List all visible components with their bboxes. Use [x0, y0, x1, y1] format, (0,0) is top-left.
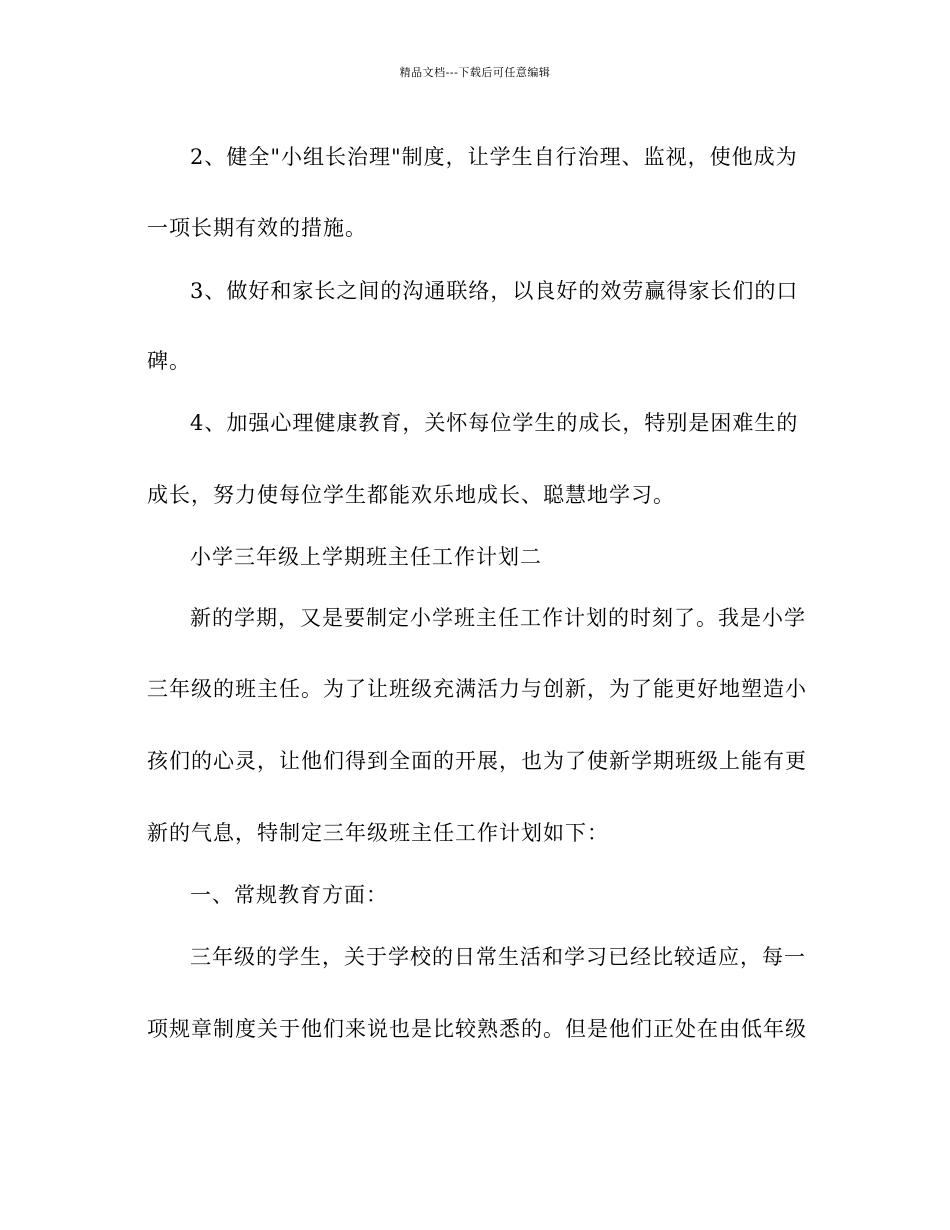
- paragraph-line: 4、加强心理健康教育，关怀每位学生的成长，特别是困难生的: [190, 411, 799, 435]
- paragraph-line: 2、健全"小组长治理"制度，让学生自行治理、监视，使他成为: [190, 145, 798, 169]
- paragraph-line: 一项长期有效的措施。: [147, 216, 367, 240]
- paragraph-line: 新的气息，特制定三年级班主任工作计划如下：: [147, 821, 609, 845]
- paragraph-line: 孩们的心灵，让他们得到全面的开展，也为了使新学期班级上能有更: [147, 749, 807, 773]
- section-heading: 一、常规教育方面：: [190, 883, 388, 907]
- paragraph-line: 新的学期，又是要制定小学班主任工作计划的时刻了。我是小学: [190, 606, 806, 630]
- paragraph-line: 3、做好和家长之间的沟通联络，以良好的效劳赢得家长们的口: [190, 279, 799, 303]
- section-heading: 小学三年级上学期班主任工作计划二: [190, 545, 542, 569]
- paragraph-line: 项规章制度关于他们来说也是比较熟悉的。但是他们正处在由低年级: [147, 1017, 807, 1041]
- paragraph-line: 三年级的学生，关于学校的日常生活和学习已经比较适应，每一: [190, 945, 806, 969]
- paragraph-line: 三年级的班主任。为了让班级充满活力与创新，为了能更好地塑造小: [147, 677, 807, 701]
- paragraph-line: 碑。: [147, 349, 191, 373]
- page-header: 精品文档---下载后可任意编辑: [399, 66, 551, 79]
- paragraph-line: 成长，努力使每位学生都能欢乐地成长、聪慧地学习。: [147, 483, 675, 507]
